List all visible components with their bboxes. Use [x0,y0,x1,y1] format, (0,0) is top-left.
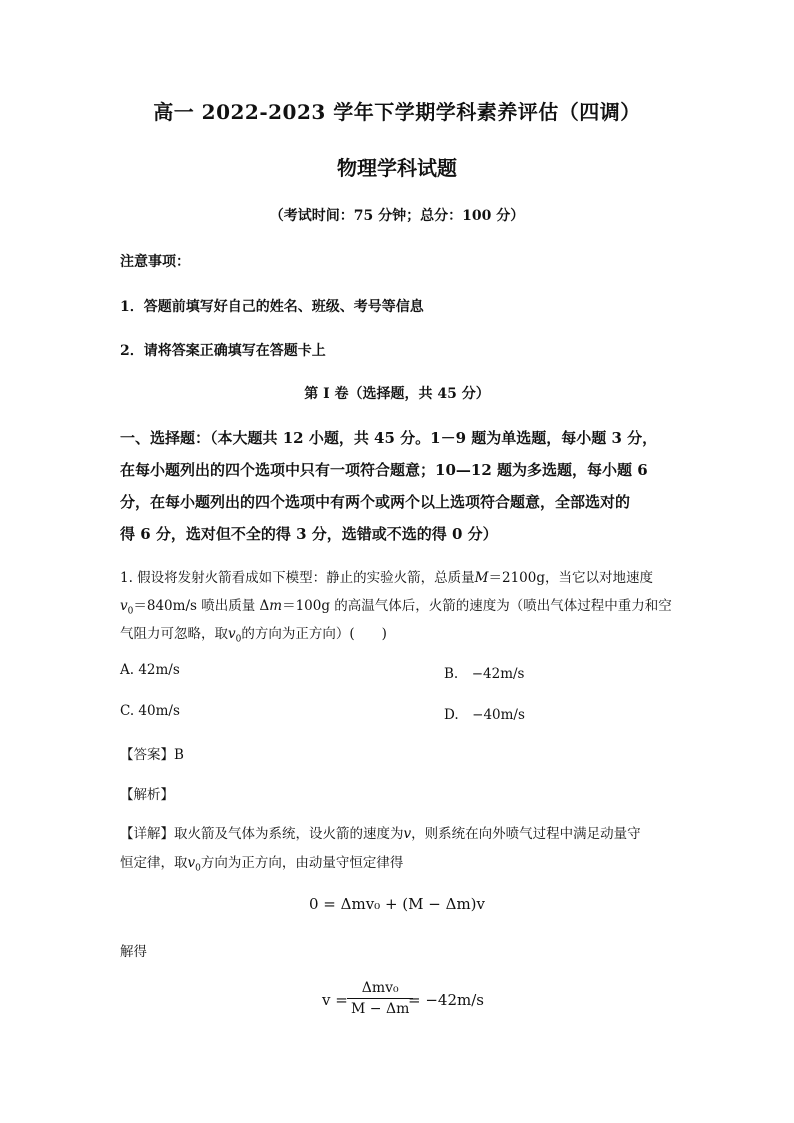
notice-heading: 注意事项： [120,254,190,270]
fraction-denominator: M − Δm [351,1001,410,1017]
detail-line-1: 【详解】取火箭及气体为系统，设火箭的速度为v，则系统在向外喷气过程中满足动量守 [120,826,641,842]
option-c: C. 40m/s [120,703,180,719]
solve-label: 解得 [120,944,147,960]
analysis-label: 【解析】 [120,787,174,803]
equation-result-fraction [347,980,413,1017]
answer-value: B [174,747,184,763]
section-title: 第 I 卷（选择题，共 45 分） [304,386,490,402]
option-d: D. −40m/s [444,707,525,723]
answer-line [120,743,184,763]
notice-item-1: 1．答题前填写好自己的姓名、班级、考号等信息 [120,299,424,315]
section-instruction-1: 一、选择题：（本大题共 12 小题，共 45 分。1－9 题为单选题，每小题 3 分， [120,429,658,447]
exam-title: 高一 2022-2023 学年下学期学科素养评估（四调） [153,100,641,124]
section-instruction-2: 在每小题列出的四个选项中只有一项符合题意；10—12 题为多选题，每小题 6 [120,461,648,479]
question-1-line-3: 气阻力可忽略，取$v_0$的方向为正方向）( ) [120,626,387,645]
answer-label: 【答案】 [120,747,174,763]
equation-momentum: 0 = Δmv₀ + (M − Δm)v [309,895,485,913]
detail-line-2: 恒定律，取$v_0$方向为正方向，由动量守恒定律得 [120,855,404,874]
option-b: B. −42m/s [444,666,525,682]
equation-result-lhs: v = [322,991,348,1009]
subject-title: 物理学科试题 [337,156,457,180]
section-instruction-3: 分，在每小题列出的四个选项中有两个或两个以上选项符合题意，全部选对的 [120,493,631,511]
equation-result-rhs: = −42m/s [408,991,484,1009]
fraction-numerator: Δmv₀ [361,980,399,996]
question-1-line-2: $v_0=840m/s$ 喷出质量 Δm＝100g 的高温气体后，火箭的速度为（喷出气体过程中重力和空 [120,598,672,617]
question-1-line-1: 1. 假设将发射火箭看成如下模型：静止的实验火箭，总质量M＝2100g，当它以对地速度 [120,570,653,586]
section-instruction-4: 得 6 分，选对但不全的得 3 分，选错或不选的得 0 分） [120,525,498,543]
notice-item-2: 2．请将答案正确填写在答题卡上 [120,343,326,359]
option-a: A. 42m/s [120,662,180,678]
exam-info: （考试时间：75 分钟；总分：100 分） [269,208,525,224]
